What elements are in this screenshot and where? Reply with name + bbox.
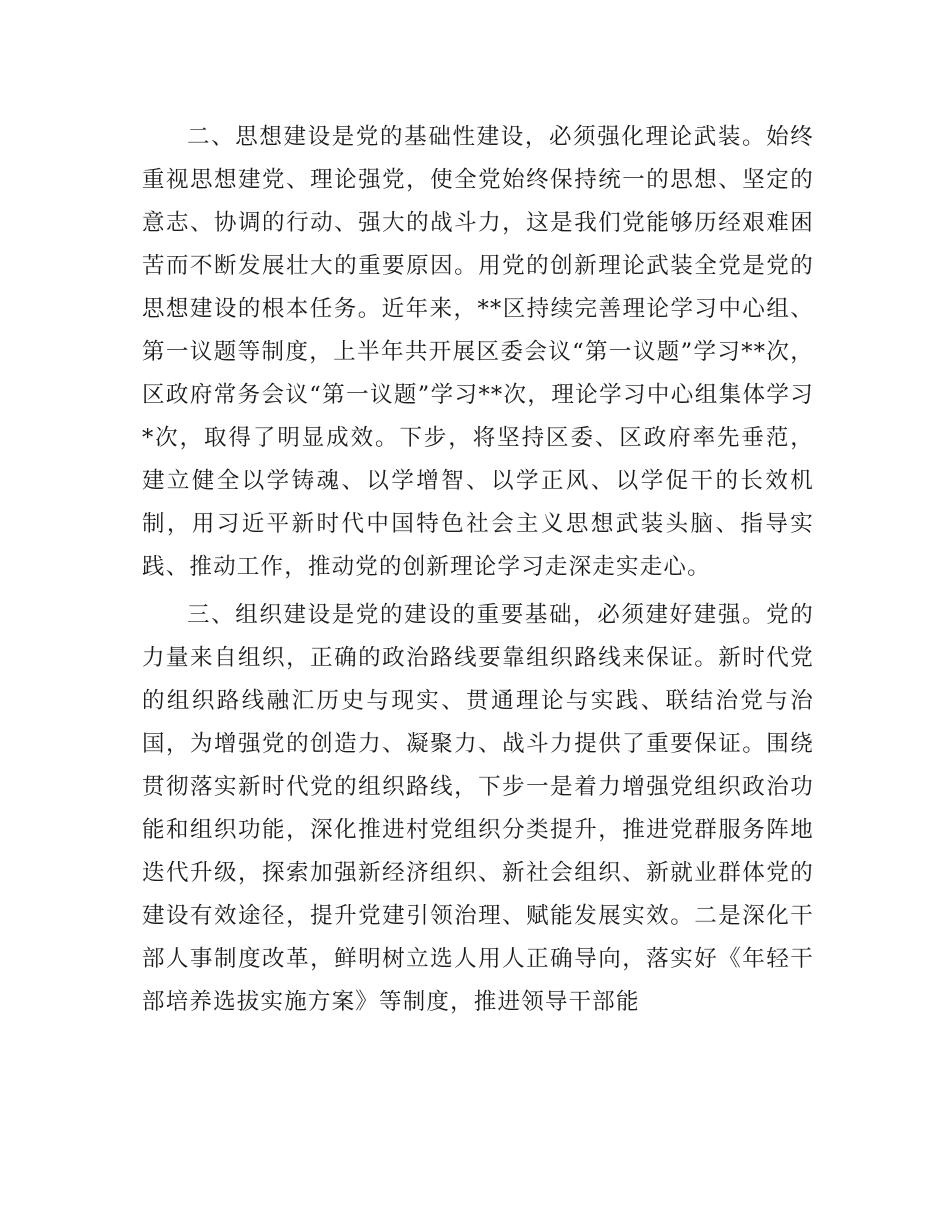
paragraph-organizational-building: 三、组织建设是党的建设的重要基础，必须建好建强。党的力量来自组织，正确的政治路线要靠组织路线来保证。新时代党的组织路线融汇历史与现实、贯通理论与实践、联结治党与治国，为增强党的创造力、凝聚力、战斗力提供了重要保证。围绕贯彻落实新时代党的组织路线，下步一是着力增强党组织政治功能和组织功能，深化推进村党组织分类提升，推进党群服务阵地迭代升级，探索加强新经济组织、新社会组织、新就业群体党的建设有效途径，提升党建引领治理、赋能发展实效。二是深化干部人事制度改革，鲜明树立选人用人正确导向，落实好《年轻干部培养选拔实施方案》等制度，推进领导干部能	[142, 602, 814, 1015]
document-body	[142, 116, 814, 1024]
paragraph-ideological-building: 二、思想建设是党的基础性建设，必须强化理论武装。始终重视思想建党、理论强党，使全党始终保持统一的思想、坚定的意志、协调的行动、强大的战斗力，这是我们党能够历经艰难困苦而不断发展壮大的重要原因。用党的创新理论武装全党是党的思想建设的根本任务。近年来，**区持续完善理论学习中心组、第一议题等制度，上半年共开展区委会议“第一议题”学习**次，区政府常务会议“第一议题”学习**次，理论学习中心组集体学习*次，取得了明显成效。下步，将坚持区委、区政府率先垂范，建立健全以学铸魂、以学增智、以学正风、以学促干的长效机制，用习近平新时代中国特色社会主义思想武装头脑、指导实践、推动工作，推动党的创新理论学习走深走实走心。	[142, 124, 814, 580]
